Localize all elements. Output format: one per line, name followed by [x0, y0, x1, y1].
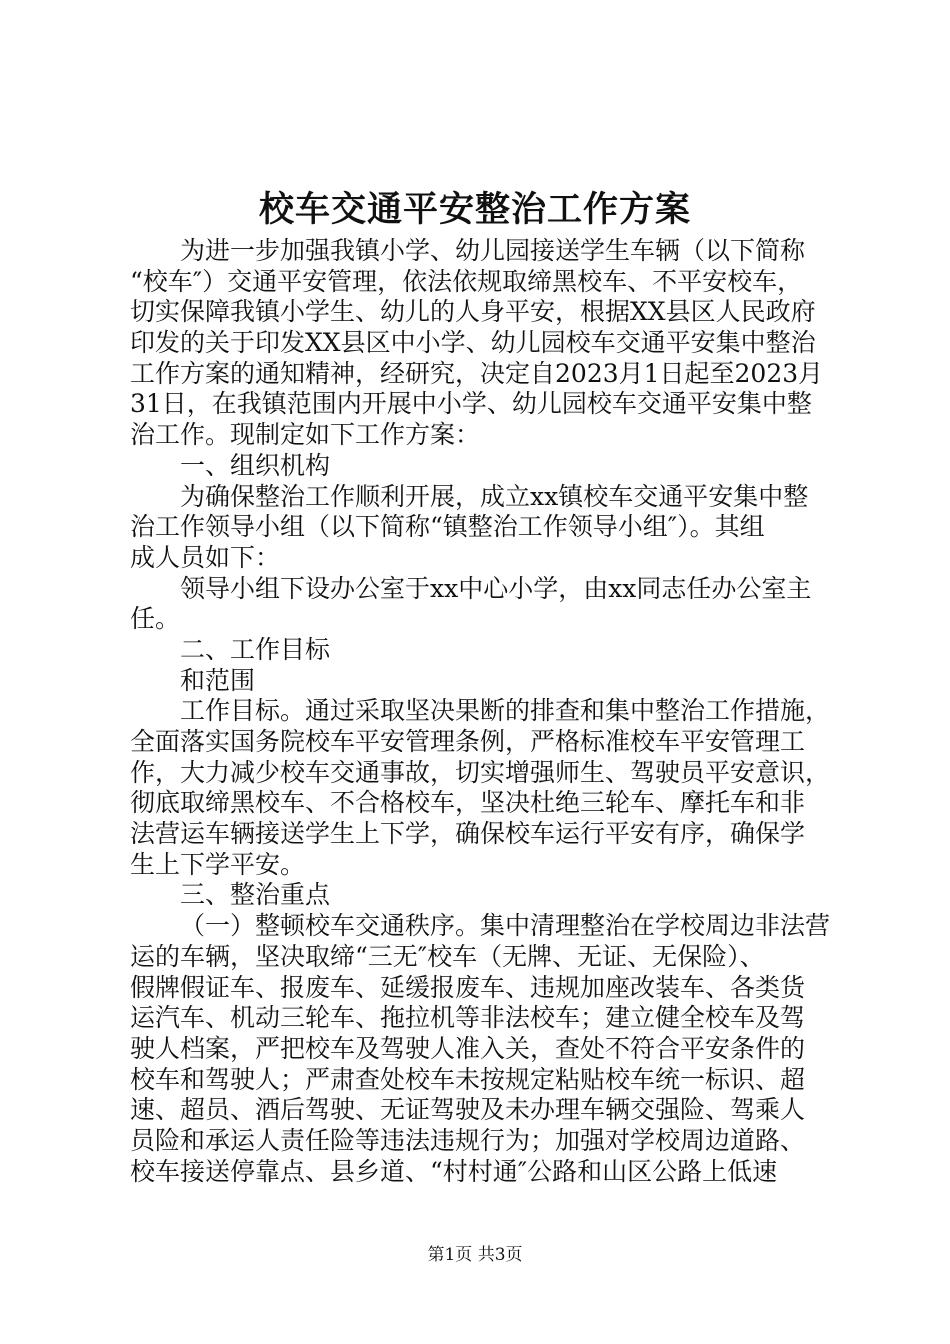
- section-heading: 三、整治重点: [180, 880, 331, 910]
- body-line: 领导小组下设办公室于xx中心小学，由xx同志任办公室主: [180, 573, 812, 603]
- body-line: 治工作领导小组（以下简称“镇整治工作领导小组″）。其组: [130, 512, 765, 542]
- body-line: 假牌假证车、报废车、延缓报废车、违规加座改装车、各类货: [130, 972, 806, 1002]
- body-line: 员险和承运人责任险等违法违规行为；加强对学校周边道路、: [130, 1125, 806, 1155]
- section-heading: 二、工作目标: [180, 634, 331, 664]
- page-number-footer: 第1页 共3页: [427, 1245, 523, 1265]
- body-line: 法营运车辆接送学生上下学，确保校车运行平安有序，确保学: [130, 819, 806, 849]
- body-line: 彻底取缔黑校车、不合格校车，坚决杜绝三轮车、摩托车和非: [130, 788, 806, 818]
- body-line: 为确保整治工作顺利开展，成立xx镇校车交通平安集中整: [180, 481, 809, 511]
- body-line: 校车和驾驶人；严肃查处校车未按规定粘贴校车统一标识、超: [130, 1064, 806, 1094]
- body-line: 速、超员、酒后驾驶、无证驾驶及未办理车辆交强险、驾乘人: [130, 1095, 806, 1125]
- body-line: 生上下学平安。: [130, 849, 306, 879]
- document-body: [130, 236, 835, 1187]
- section-heading: 一、组织机构: [180, 450, 331, 480]
- body-line: 全面落实国务院校车平安管理条例，严格标准校车平安管理工: [130, 727, 806, 756]
- section-heading: 和范围: [180, 665, 256, 695]
- body-line: 工作方案的通知精神，经研究，决定自2023月1日起至2023月: [130, 358, 824, 388]
- body-line: 运的车辆，坚决取缔“三无″校车（无牌、无证、无保险）、: [130, 941, 765, 971]
- body-line: 为进一步加强我镇小学、幼儿园接送学生车辆（以下简称: [180, 236, 806, 265]
- body-line: 运汽车、机动三轮车、拖拉机等非法校车；建立健全校车及驾: [130, 1003, 806, 1033]
- body-line: 31日，在我镇范围内开展中小学、幼儿园校车交通平安集中整: [130, 389, 812, 419]
- body-line: 作，大力减少校车交通事故，切实增强师生、驾驶员平安意识，: [130, 757, 831, 787]
- body-line: “校车″）交通平安管理，依法依规取缔黑校车、不平安校车，: [130, 266, 803, 296]
- body-line: 治工作。现制定如下工作方案：: [130, 420, 481, 450]
- body-line: （一）整顿校车交通秩序。集中清理整治在学校周边非法营: [180, 911, 831, 941]
- body-line: 切实保障我镇小学生、幼儿的人身平安，根据XX县区人民政府: [130, 297, 816, 327]
- body-line: 工作目标。通过采取坚决果断的排查和集中整治工作措施，: [180, 696, 831, 726]
- document-title: 校车交通平安整治工作方案: [258, 189, 691, 230]
- body-line: 校车接送停靠点、县乡道、“村村通″公路和山区公路上低速: [130, 1156, 778, 1186]
- body-line: 驶人档案，严把校车及驾驶人准入关，查处不符合平安条件的: [130, 1033, 806, 1063]
- body-line: 成人员如下：: [130, 542, 281, 572]
- body-line: 印发的关于印发XX县区中小学、幼儿园校车交通平安集中整治: [130, 328, 816, 358]
- body-line: 任。: [130, 604, 181, 634]
